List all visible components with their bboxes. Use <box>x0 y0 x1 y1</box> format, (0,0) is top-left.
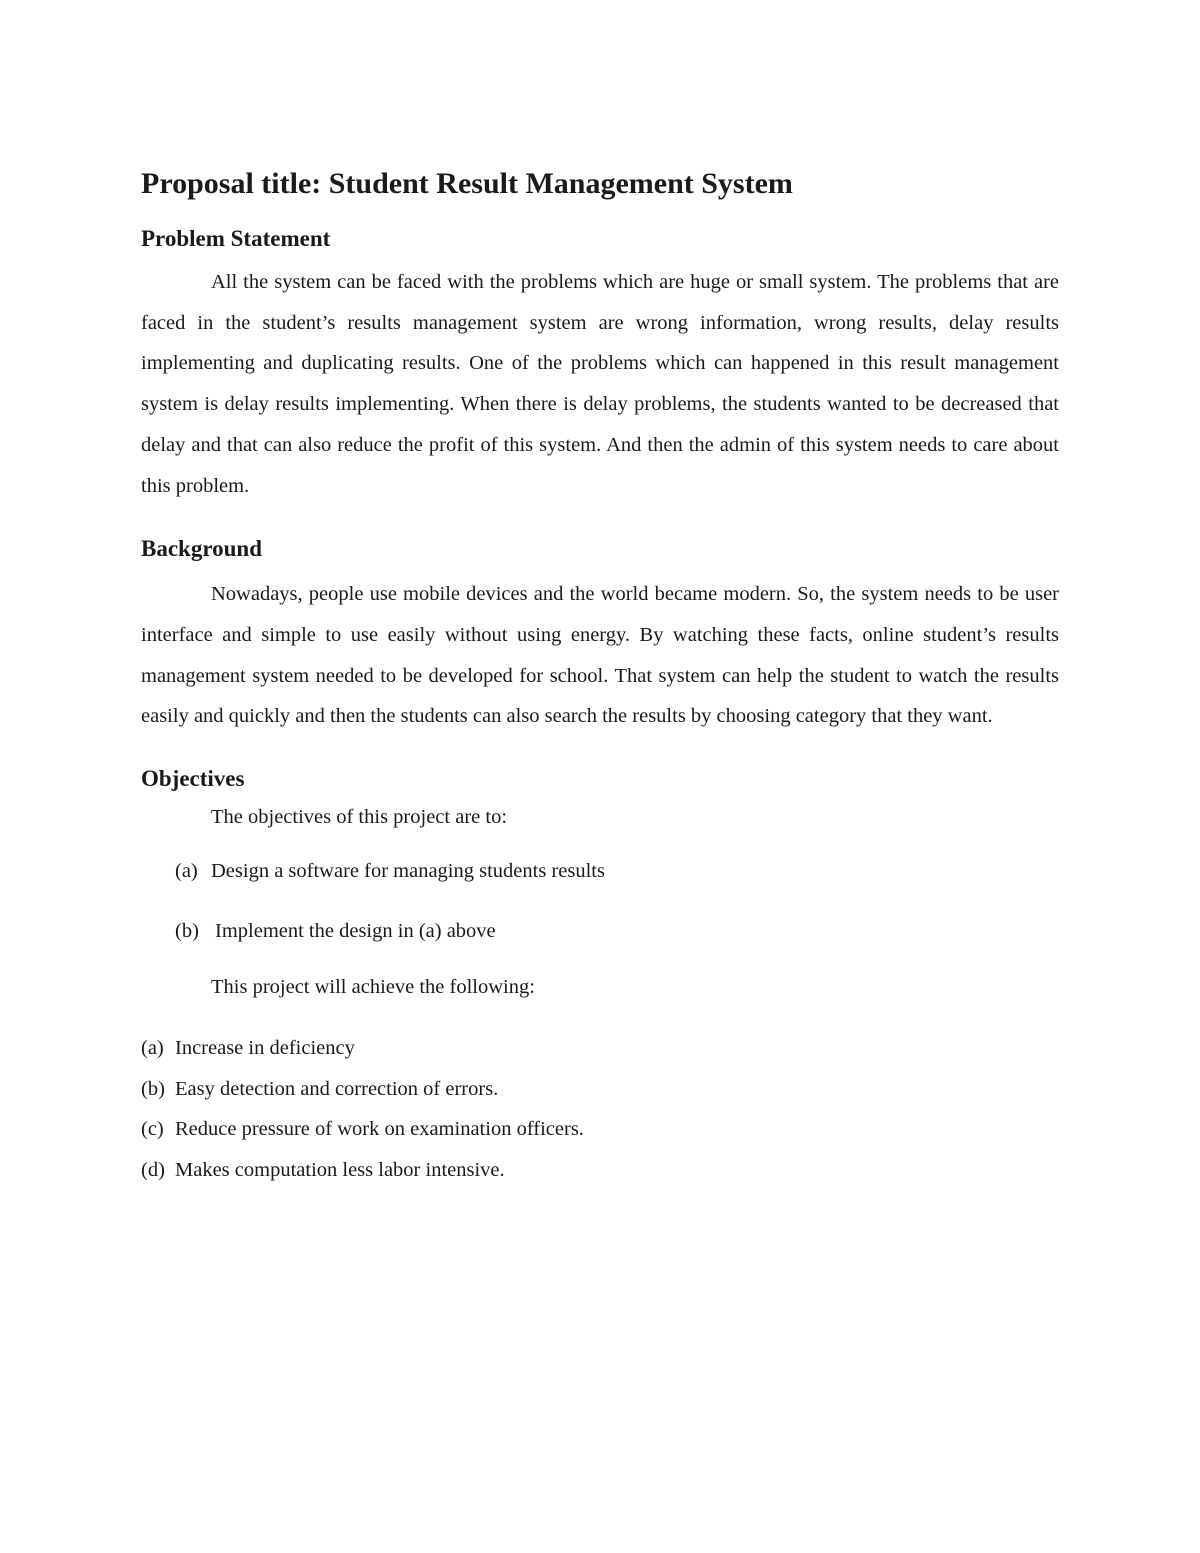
problem-statement-heading: Problem Statement <box>141 226 331 251</box>
objective-item <box>175 916 1059 946</box>
objective-marker: (b) <box>175 920 199 943</box>
achievement-text: Makes computation less labor intensive. <box>175 1158 505 1181</box>
background-heading: Background <box>141 536 263 562</box>
achievement-item <box>141 1150 1059 1191</box>
objectives-intro: The objectives of this project are to: <box>211 806 508 829</box>
achievement-marker: (d) <box>141 1158 165 1181</box>
achievement-item <box>141 1109 1059 1150</box>
achievement-item <box>141 1069 1059 1110</box>
achievements-list <box>141 1028 1059 1190</box>
objective-text: Design a software for managing students results <box>211 860 605 883</box>
achievements-intro: This project will achieve the following: <box>211 976 535 999</box>
achievement-marker: (b) <box>141 1077 165 1100</box>
objectives-heading: Objectives <box>141 766 245 792</box>
proposal-title: Proposal title: Student Result Management System <box>141 167 793 200</box>
objective-item <box>175 856 1059 886</box>
achievement-text: Easy detection and correction of errors. <box>175 1077 499 1100</box>
achievement-text: Increase in deficiency <box>175 1037 355 1060</box>
problem-statement-paragraph: All the system can be faced with the problems which are huge or small system. The problems that are faced in the student’s results management system are wrong information, wrong results, delay results implementing and duplicating results. One of the problems which can happened in this result management system is delay results implementing. When there is delay problems, the students wanted to be decreased that delay and that can also reduce the profit of this system. And then the admin of this system needs to care about this problem. <box>141 271 1059 497</box>
background-paragraph: Nowadays, people use mobile devices and the world became modern. So, the system needs to be user interface and simple to use easily without using energy. By watching these facts, online student’s results management system needed to be developed for school. That system can help the student to watch the results easily and quickly and then the students can also search the results by choosing category that they want. <box>141 583 1059 728</box>
objectives-list <box>141 856 1059 946</box>
achievement-text: Reduce pressure of work on examination officers. <box>175 1118 584 1141</box>
achievement-marker: (c) <box>141 1118 164 1141</box>
objective-text: Implement the design in (a) above <box>215 920 496 943</box>
objective-marker: (a) <box>175 860 198 883</box>
achievement-marker: (a) <box>141 1037 164 1060</box>
document-content <box>141 165 1059 1190</box>
achievement-item <box>141 1028 1059 1069</box>
